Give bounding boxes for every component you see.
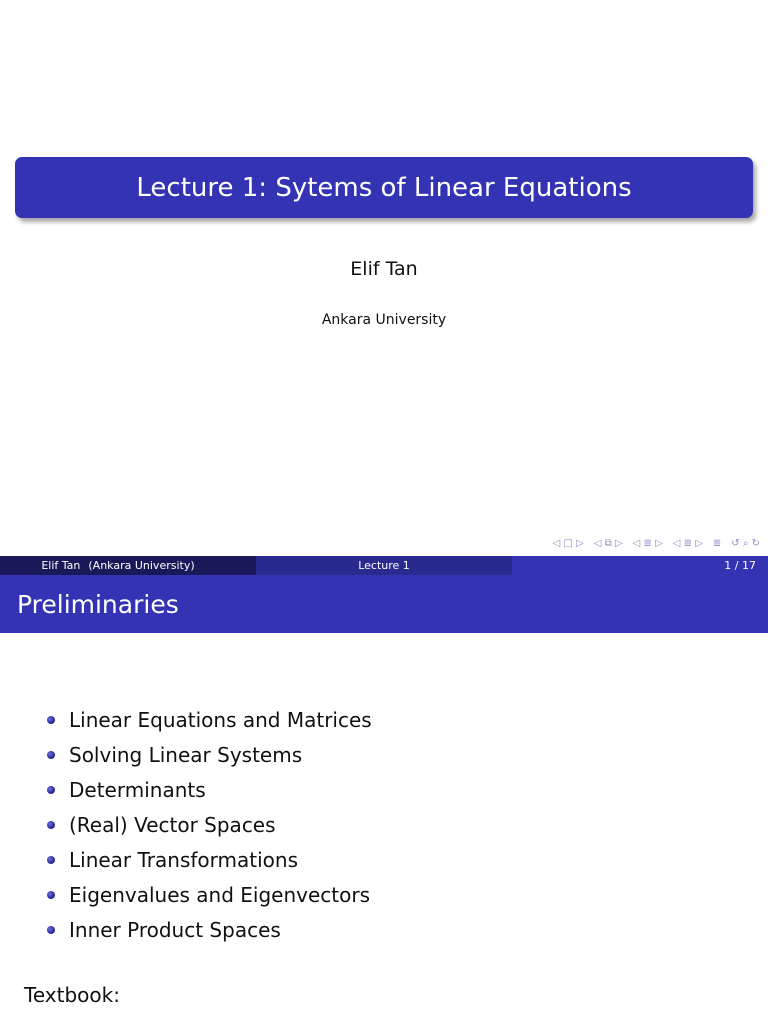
list-item [47, 772, 372, 807]
nav-search-icon[interactable]: ↺ ⌕ ↻ [731, 538, 760, 549]
list-item [47, 737, 372, 772]
beamer-navigation [553, 538, 760, 549]
list-item [47, 912, 372, 947]
textbook-label: Textbook: [24, 983, 120, 1007]
list-item-text: Linear Transformations [69, 847, 298, 872]
footline-institute: (Ankara University) [88, 559, 195, 572]
footline-page-box [512, 556, 768, 575]
nav-doc-icon[interactable]: ◁ ≣ ▷ [672, 538, 703, 549]
list-item-text: Solving Linear Systems [69, 742, 303, 767]
list-item-text: Inner Product Spaces [69, 917, 281, 942]
list-item-text: Eigenvalues and Eigenvectors [69, 882, 370, 907]
footline [0, 556, 768, 575]
footline-author: Elif Tan [41, 559, 81, 572]
author-name: Elif Tan [350, 258, 418, 280]
list-item [47, 702, 372, 737]
bullet-icon [47, 751, 55, 759]
bullet-icon [47, 891, 55, 899]
bullet-icon [47, 821, 55, 829]
slide-title: Lecture 1: Sytems of Linear Equations [136, 172, 632, 203]
list-item [47, 877, 372, 912]
bullet-icon [47, 716, 55, 724]
list-item [47, 842, 372, 877]
frame-title: Preliminaries [17, 589, 179, 619]
nav-frame-icon[interactable]: ◁ □ ▷ [552, 538, 584, 549]
frame-title-bar [0, 575, 768, 633]
nav-section-icon[interactable]: ◁ ≣ ▷ [632, 538, 663, 549]
footline-author-box [0, 556, 256, 575]
bullet-icon [47, 786, 55, 794]
topic-list [47, 702, 372, 947]
list-item-text: (Real) Vector Spaces [69, 812, 276, 837]
bullet-icon [47, 926, 55, 934]
footline-title-box [256, 556, 512, 575]
page-number: 1 / 17 [724, 559, 756, 572]
nav-align-icon[interactable]: ≣ [712, 538, 722, 549]
institute-name: Ankara University [321, 312, 447, 328]
footline-title: Lecture 1 [358, 559, 410, 572]
nav-subsection-icon[interactable]: ◁ ⧉ ▷ [593, 538, 623, 549]
list-item [47, 807, 372, 842]
title-box [15, 157, 753, 218]
list-item-text: Determinants [69, 777, 206, 802]
list-item-text: Linear Equations and Matrices [69, 707, 372, 732]
bullet-icon [47, 856, 55, 864]
